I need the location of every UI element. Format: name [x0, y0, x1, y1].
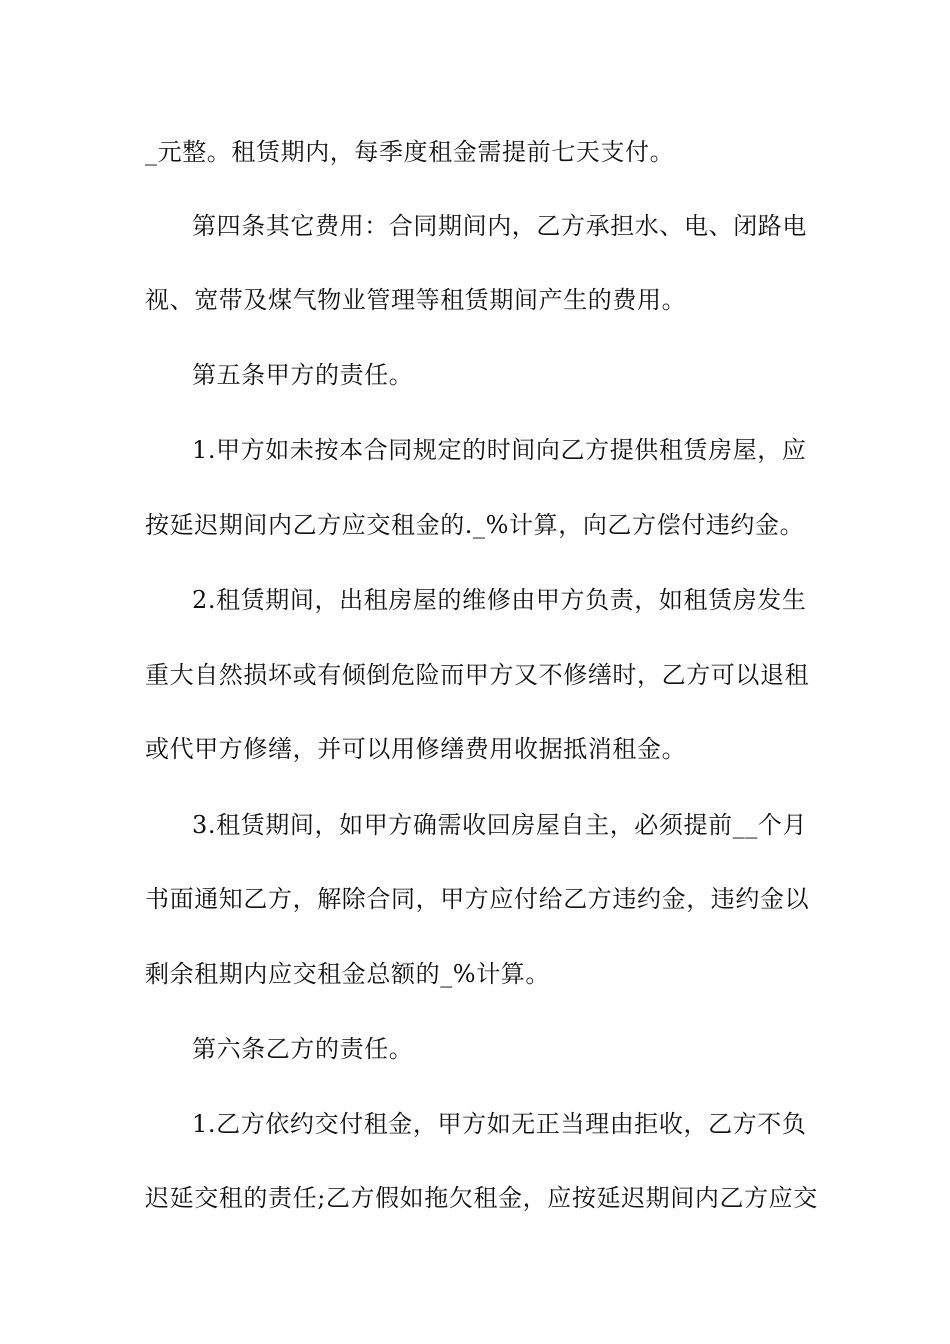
clause-5-3-line: 3.租赁期间，如甲方确需收回房屋自主，必须提前__个月: [192, 811, 808, 839]
text-line: 剩余租期内应交租金总额的_%计算。: [145, 960, 551, 988]
text-line: _元整。租赁期内，每季度租金需提前七天支付。: [145, 138, 675, 166]
text-line: 迟延交租的责任;乙方假如拖欠租金，应按延迟期间内乙方应交: [145, 1184, 818, 1212]
article-4-heading-line: 第四条其它费用：合同期间内，乙方承担水、电、闭路电: [192, 212, 807, 240]
clause-6-1-line: 1.乙方依约交付租金，甲方如无正当理由拒收，乙方不负: [192, 1110, 807, 1138]
text-line: 书面通知乙方，解除合同，甲方应付给乙方违约金，违约金以: [145, 885, 810, 913]
text-line: 视、宽带及煤气物业管理等租赁期间产生的费用。: [145, 286, 687, 314]
text-line: 重大自然损坏或有倾倒危险而甲方又不修缮时，乙方可以退租: [145, 661, 810, 689]
clause-5-2-line: 2.租赁期间，出租房屋的维修由甲方负责，如租赁房发生: [192, 586, 807, 614]
text-line: 按延迟期间内乙方应交租金的._%计算，向乙方偿付违约金。: [145, 511, 805, 539]
clause-5-1-line: 1.甲方如未按本合同规定的时间向乙方提供租赁房屋，应: [192, 436, 807, 464]
text-line: 或代甲方修缮，并可以用修缮费用收据抵消租金。: [145, 735, 687, 763]
article-6-heading: 第六条乙方的责任。: [192, 1035, 414, 1063]
article-5-heading: 第五条甲方的责任。: [192, 361, 414, 389]
